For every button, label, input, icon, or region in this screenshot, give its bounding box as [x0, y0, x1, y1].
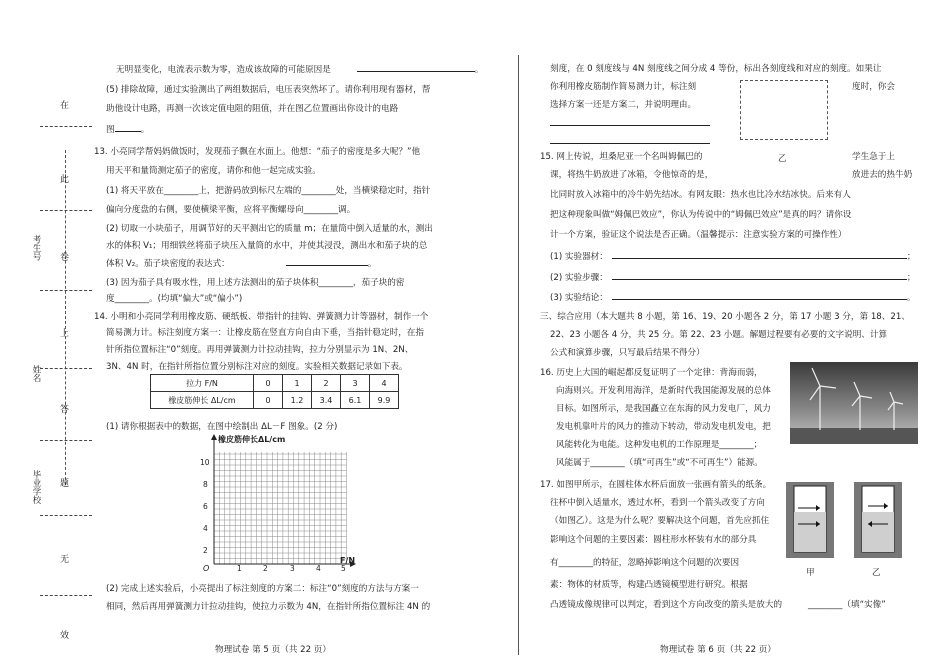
seal-dash	[40, 126, 92, 127]
seal-word: 上	[60, 329, 70, 339]
question-line: 公式和演算步骤，只写最后结果不得分）	[550, 348, 705, 358]
question-15-title: 15. 网上传说，坦桑尼亚一个名叫姆佩巴的	[540, 152, 703, 162]
question-line: 刻度，在 0 刻度线与 4N 刻度线之间分成 4 等份，标出各刻度线和对应的刻度。如果让	[550, 64, 882, 74]
section-3-title: 三、综合应用（本大题共 8 小题，第 16、19、20 小题各 2 分，第 17 小题 3 分，第 18、21、	[540, 312, 910, 322]
table-header: 1	[283, 375, 312, 392]
question-line: 体积 V₂。茄子块密度的表达式： 。	[106, 256, 376, 269]
table-cell: 0	[254, 392, 283, 409]
table-row	[151, 375, 399, 392]
question-line: 风能转化为电能。这种发电机的工作原理是________；	[556, 440, 763, 450]
question-line: 往杯中倒入适量水，透过水杯，看到一个箭头改变了方向	[550, 498, 765, 508]
x-tick-label: 4	[316, 564, 321, 573]
question-line: 风能属于________（填“可再生”或“不可再生”）能源。	[556, 458, 763, 468]
seal-word: 答	[60, 405, 70, 415]
x-tick-label: 5	[341, 564, 346, 573]
seal-word: 无	[60, 555, 70, 565]
table-header: 2	[312, 375, 341, 392]
question-line: 3N、4N 时，在指针所指位置分别标注对应的刻度。实验相关数据记录如下表。	[106, 362, 408, 372]
y-tick-label: 2	[203, 546, 208, 555]
question-line: (2) 实验步骤： ；	[550, 270, 915, 283]
page-footer-right: 物理试卷 第 6 页（共 22 页）	[660, 645, 776, 655]
page-footer-left: 物理试卷 第 5 页（共 22 页）	[215, 645, 331, 655]
question-line: 影响这个问题的主要因素：圆柱形水杯装有水的部分具	[550, 535, 757, 545]
seal-word: 题	[60, 479, 70, 489]
table-header: 0	[254, 375, 283, 392]
blank-graph-grid	[190, 432, 360, 572]
question-line: 度________。(均填“偏大”或“偏小”)	[106, 294, 243, 304]
question-line: 课，将热牛奶放进了冰箱，令他惊奇的是，	[550, 170, 714, 180]
question-line: 学生急于上	[852, 152, 895, 162]
question-13-title: 13. 小亮同学帮妈妈做饭时，发现茄子飘在水面上。他想：“茄子的密度是多大呢？”他	[94, 147, 421, 157]
question-line: 向海则兴。开发利用海洋，是新时代我国能源发展的总体	[556, 386, 771, 396]
seal-word: 此	[60, 175, 70, 185]
y-tick-label: 6	[203, 502, 208, 511]
question-line: (5) 排除故障，通过实验测出了两组数据后，电压表突然坏了。请你利用现有器材，帮	[106, 85, 431, 95]
circuit-diagram-box	[740, 80, 828, 140]
seal-word: 卷	[60, 253, 70, 263]
figure-label: 乙	[778, 154, 787, 164]
question-line: 相同，然后再用弹簧测力计拉动挂钩，使拉力示数为 4N，在指针所指位置标注 4N 的	[106, 602, 431, 612]
question-line: 你利用橡皮筋制作简易测力计，标注刻	[550, 82, 697, 92]
table-header: 拉力 F/N	[151, 375, 254, 392]
question-line: 22、23 小题各 4 分，共 25 分。第 22、23 小题。解题过程要有必要的文字说明、计算	[550, 330, 888, 340]
y-tick-label: 8	[203, 480, 208, 489]
question-line: 选择方案一还是方案二，并说明理由。	[550, 100, 697, 110]
seal-dash	[40, 440, 92, 441]
figure-label: 甲	[806, 568, 815, 578]
question-line: (3) 实验结论： 。	[550, 290, 915, 303]
question-line: 目标。如图所示，是我国矗立在东海的风力发电厂，风力	[556, 404, 771, 414]
question-line: 用天平和量筒测定茄子的密度，请你和他一起完成实验。	[106, 166, 321, 176]
y-tick-label: 10	[200, 458, 210, 467]
question-line: (1) 将天平放在________上，把游码放到标尺左端的________处，当横梁稳定时，指针	[106, 186, 431, 196]
school-label: 毕业学校	[31, 470, 41, 504]
water-glass-figure	[784, 478, 916, 560]
question-16-title: 16. 历史上大国的崛起都反复证明了一个定律：背海而弱，	[540, 368, 763, 378]
question-line: 度时，你会	[852, 82, 895, 92]
seal-word: 在	[60, 101, 70, 111]
seal-dash	[40, 595, 92, 596]
question-line: 比同时放入冰箱中的冷牛奶先结冰。有网友眼：热水也比冷水结冰快。后来有人	[550, 190, 851, 200]
question-line: 助他设计电路，再测一次该定值电阻的阻值，并在图乙位置画出你设计的电路	[106, 104, 399, 114]
question-line: 图 。	[106, 122, 149, 135]
question-line: 无明显变化，电流表示数为零，造成该故障的可能原因是 。	[116, 62, 483, 75]
x-tick-label: 1	[237, 564, 242, 573]
table-cell: 橡皮筋伸长 ΔL/cm	[151, 392, 254, 409]
figure-label: 乙	[872, 568, 881, 578]
question-14-title: 14. 小明和小亮同学利用橡皮筋、硬纸板、带指针的挂钩、弹簧测力计等器材，制作一个	[94, 312, 429, 322]
table-row	[151, 392, 399, 409]
seal-dash	[40, 515, 92, 516]
question-line: 把这种现象叫做“姆佩巴效应”，你认为传说中的“姆佩巴效应”是真的吗？请你设	[550, 210, 852, 220]
question-line: 针所指位置标注“0”刻度。再用弹簧测力计拉动挂钩，拉力分别显示为 1N、2N、	[106, 345, 414, 355]
question-17-title: 17. 如图甲所示，在圆柱体水杯后面放一张画有箭头的纸条。	[540, 480, 772, 490]
seal-dash	[40, 368, 92, 369]
table-header: 4	[370, 375, 399, 392]
question-line: (3) 因为茄子具有吸水性，用上述方法测出的茄子块体积________，茄子块的密	[106, 278, 405, 288]
seal-dash	[40, 290, 92, 291]
wind-turbine-photo	[790, 362, 918, 444]
table-cell: 3.4	[312, 392, 341, 409]
graph-x-label: F/N	[340, 556, 356, 565]
question-line: 简易测力计。标注刻度方案一：让橡皮筋在竖直方向自由下垂，当指针稳定时，在指	[106, 328, 424, 338]
column-divider	[518, 55, 519, 655]
name-label: 姓名	[31, 365, 41, 382]
table-cell: 9.9	[370, 392, 399, 409]
question-line: 素：物体的材质等，构建凸透镜模型进行研究。根据	[550, 580, 748, 590]
candidate-number-label: 考生号	[31, 235, 41, 261]
seal-dash	[40, 210, 92, 211]
table-cell: 1.2	[283, 392, 312, 409]
binding-line	[65, 150, 66, 485]
question-line: 有________的特征，忽略掉影响这个问题的次要因	[550, 558, 740, 568]
question-line: ________（填“实像”	[808, 600, 886, 610]
y-tick-label: 4	[203, 524, 208, 533]
table-cell: 6.1	[341, 392, 370, 409]
graph-origin: O	[203, 564, 210, 573]
question-line: 水的体积 V₁；用细铁丝将茄子块压入量筒的水中，并使其浸没，测出水和茄子块的总	[106, 241, 428, 251]
answer-line	[550, 116, 710, 126]
question-line: 凸透镜成像规律可以判定，看到这个方向改变的箭头是放大的	[550, 600, 783, 610]
answer-line	[550, 134, 710, 144]
question-line: （如图乙）。这是为什么呢？要解决这个问题，首先应抓住	[550, 516, 770, 526]
seal-word: 效	[60, 631, 70, 641]
graph-y-label: 橡皮筋伸长ΔL/cm	[218, 435, 286, 444]
table-header: 3	[341, 375, 370, 392]
question-line: (1) 请你根据表中的数据，在图中绘制出 ΔL－F 图象。(2 分)	[106, 422, 338, 432]
x-tick-label: 2	[263, 564, 268, 573]
question-line: (2) 完成上述实验后，小亮提出了标注刻度的方案二：标注“0”刻度的方法与方案一	[106, 584, 419, 594]
x-tick-label: 3	[290, 564, 295, 573]
question-line: (1) 实验器材： ；	[550, 249, 915, 262]
question-line: 偏向分度盘的右侧，要使横梁平衡，应将平衡螺母向________调。	[106, 205, 356, 215]
question-line: 计一个方案，验证这个说法是否正确。（温馨提示：注意实验方案的可操作性）	[550, 230, 847, 240]
question-line: (2) 切取一小块茄子，用调节好的天平测出它的质量 m；在量筒中倒入适量的水，测出	[106, 224, 433, 234]
question-line: 放进去的热牛奶	[852, 170, 913, 180]
data-table	[150, 374, 399, 409]
question-line: 发电机靠叶片的风力的推动下转动，带动发电机发电，把	[556, 422, 771, 432]
